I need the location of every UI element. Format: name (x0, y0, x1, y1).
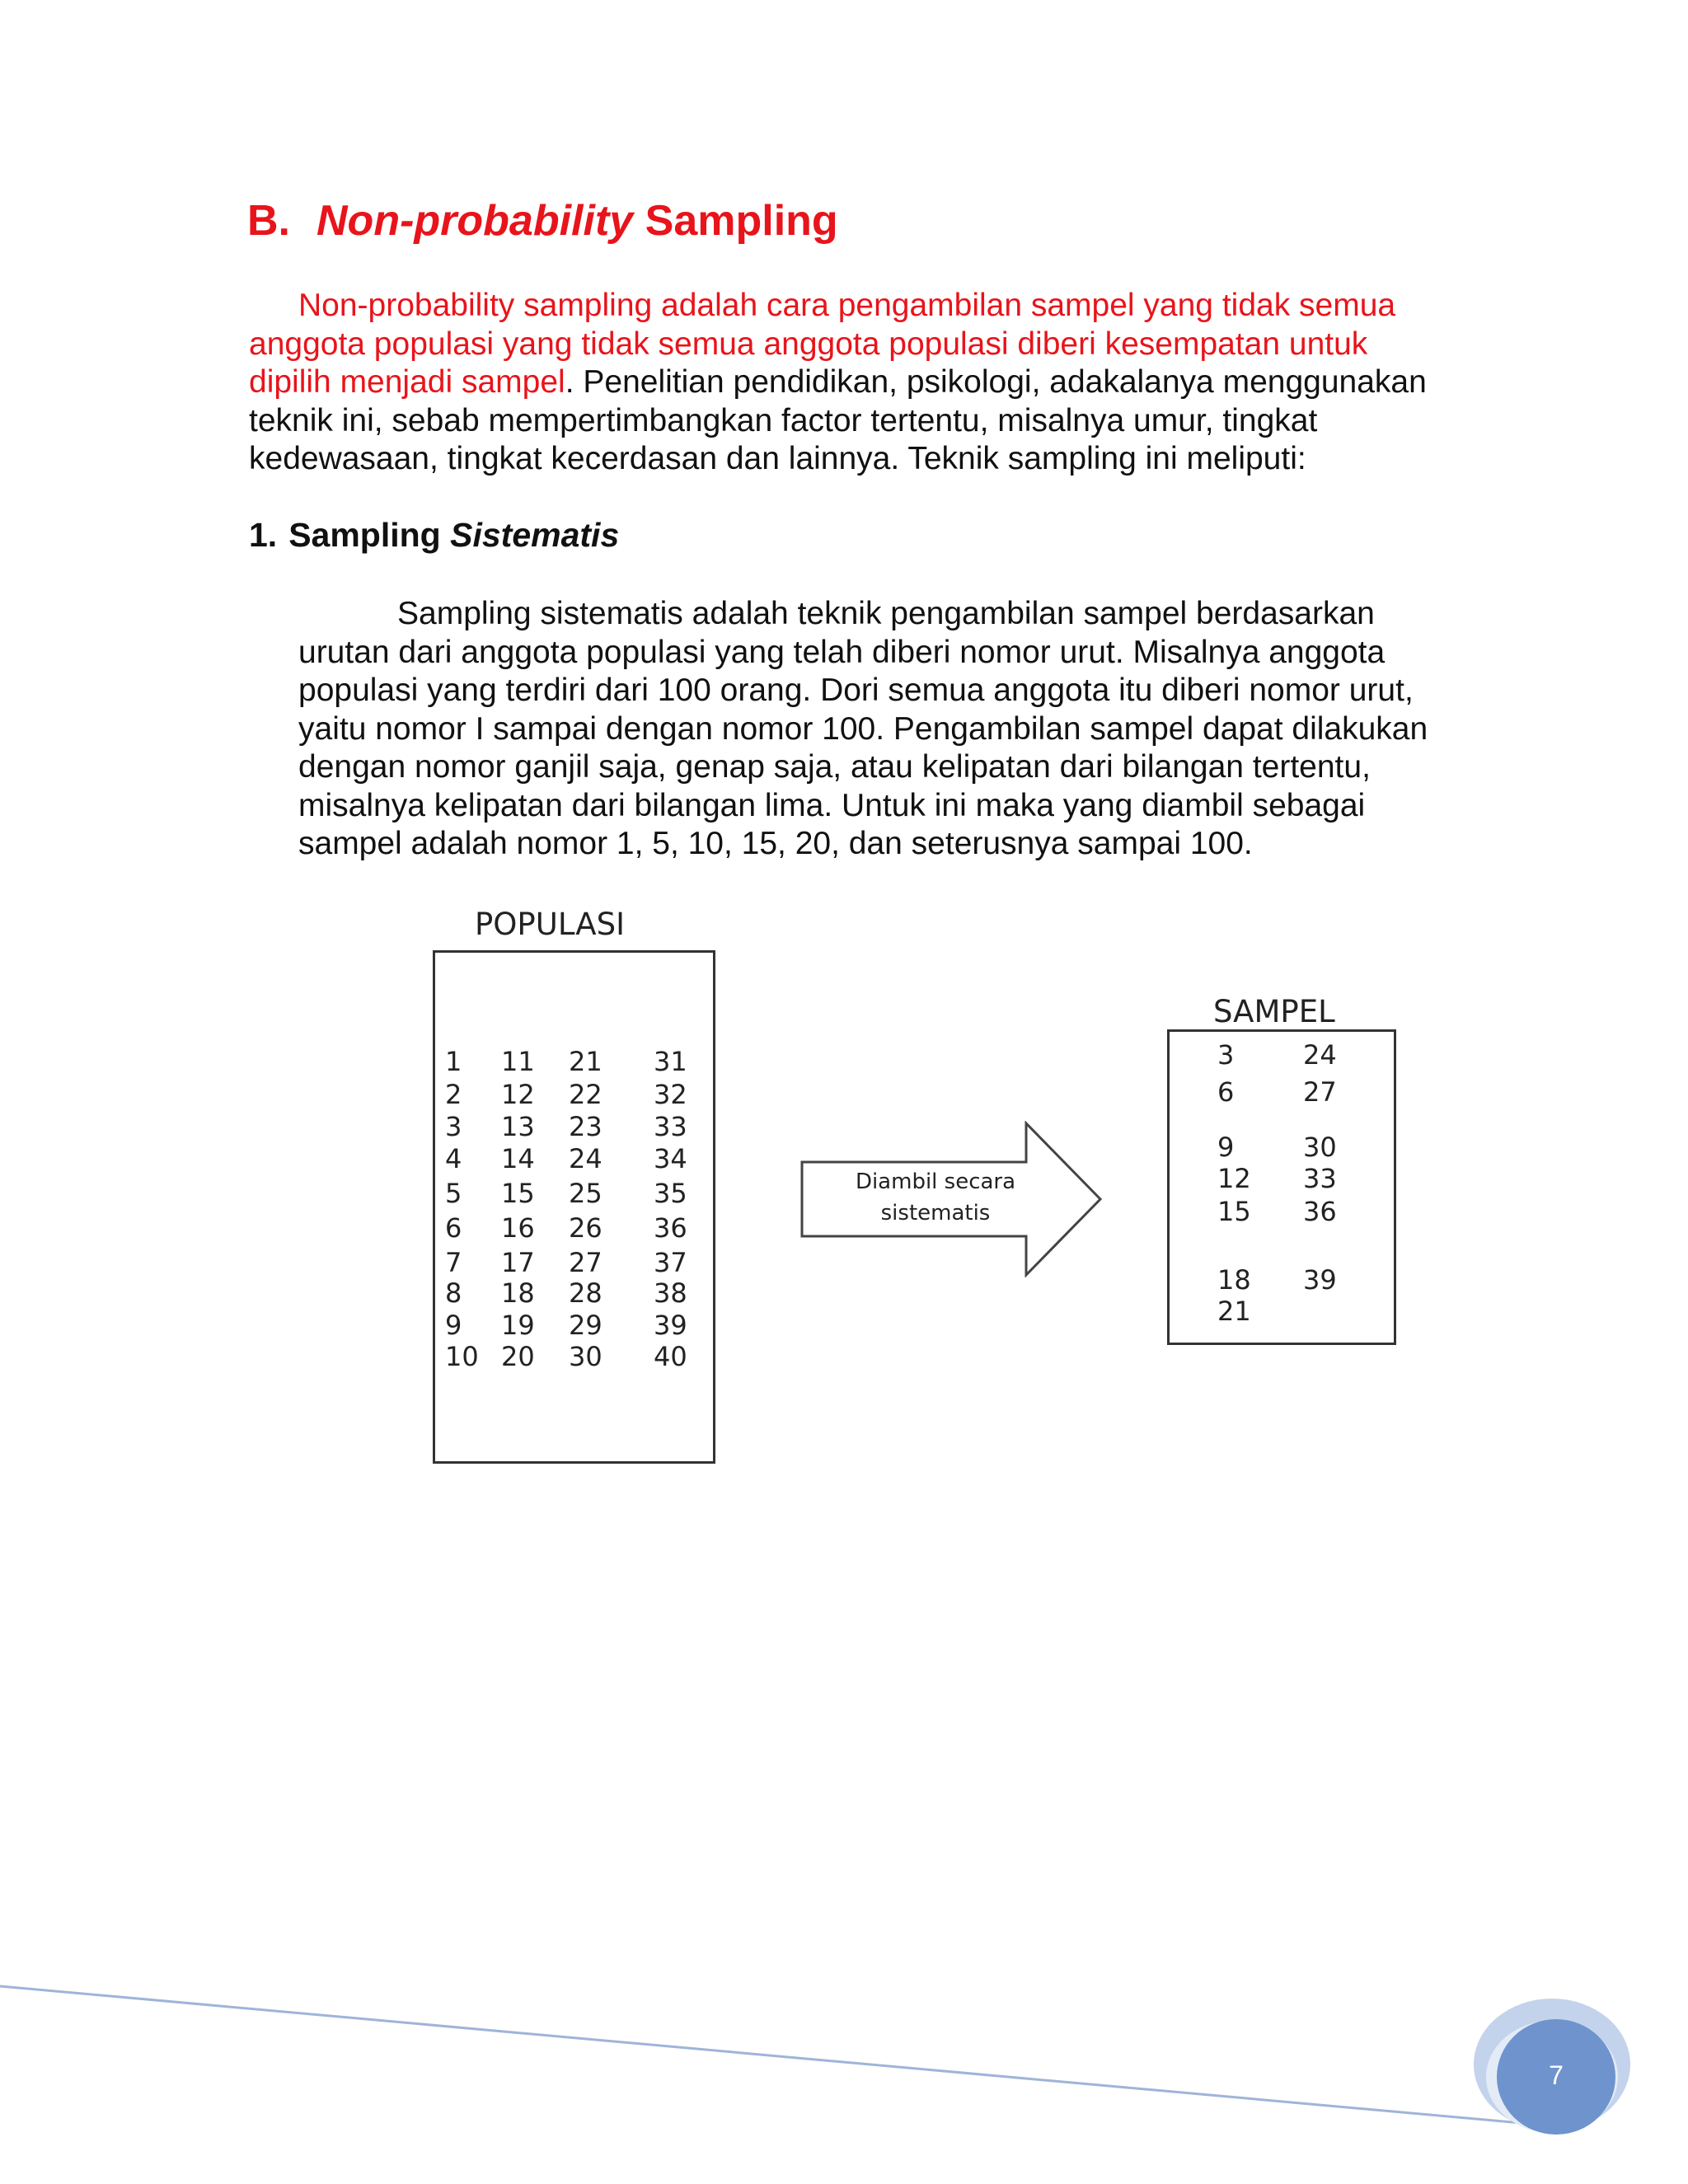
population-number: 24 (569, 1143, 603, 1174)
sample-number: 9 (1217, 1132, 1235, 1163)
population-number: 40 (654, 1341, 687, 1372)
section-heading (247, 196, 838, 246)
population-number: 8 (445, 1277, 462, 1309)
body-line-6: misalnya kelipatan dari bilangan lima. Untuk ini maka yang diambil sebagai (298, 787, 1366, 823)
sample-number: 21 (1217, 1296, 1251, 1327)
population-number: 33 (654, 1111, 687, 1142)
intro-line-1: Non-probability sampling adalah cara pengambilan sampel yang tidak semua (298, 288, 1396, 323)
population-number: 35 (654, 1178, 687, 1209)
population-number: 32 (654, 1079, 687, 1110)
population-number: 4 (445, 1143, 462, 1174)
body-line-5: dengan nomor ganjil saja, genap saja, atau kelipatan dari bilangan tertentu, (298, 749, 1371, 785)
population-number: 19 (501, 1310, 535, 1341)
population-number: 9 (445, 1310, 462, 1341)
population-number: 2 (445, 1079, 462, 1110)
population-box (433, 950, 715, 1464)
population-number: 20 (501, 1341, 535, 1372)
intro-line-4: teknik ini, sebab mempertimbangkan factor tertentu, misalnya umur, tingkat (249, 402, 1318, 438)
sample-number: 30 (1303, 1132, 1337, 1163)
sample-label: SAMPEL (1213, 994, 1335, 1029)
population-number: 34 (654, 1143, 687, 1174)
sample-number: 24 (1303, 1039, 1337, 1071)
intro-line-2: anggota populasi yang tidak semua anggota populasi diberi kesempatan untuk (249, 326, 1368, 362)
sample-box (1167, 1029, 1396, 1345)
population-number: 22 (569, 1079, 603, 1110)
population-number: 27 (569, 1247, 603, 1278)
population-number: 28 (569, 1277, 603, 1309)
subsection-number: 1. (249, 516, 278, 554)
body-line-1: Sampling sistematis adalah teknik pengambilan sampel berdasarkan (397, 596, 1375, 631)
sample-number: 12 (1217, 1163, 1251, 1194)
population-number: 15 (501, 1178, 535, 1209)
population-number: 29 (569, 1310, 603, 1341)
footer-decoration (0, 1961, 1688, 2184)
population-number: 7 (445, 1247, 462, 1278)
population-number: 23 (569, 1111, 603, 1142)
section-heading-rest: Sampling (645, 197, 838, 245)
sample-number: 39 (1303, 1264, 1337, 1296)
population-number: 30 (569, 1341, 603, 1372)
population-number: 36 (654, 1212, 687, 1244)
intro-line-5: kedewasaan, tingkat kecerdasan dan lainnya. Teknik sampling ini meliputi: (249, 441, 1306, 476)
population-number: 1 (445, 1046, 462, 1077)
population-number: 21 (569, 1046, 603, 1077)
population-number: 38 (654, 1277, 687, 1309)
intro-line-3-black: . Penelitian pendidikan, psikologi, adakalanya menggunakan (565, 364, 1427, 400)
population-number: 13 (501, 1111, 535, 1142)
arrow-label-line-2: sistematis (880, 1201, 991, 1226)
sample-number: 36 (1303, 1196, 1337, 1227)
sample-number: 33 (1303, 1163, 1337, 1194)
body-paragraph (298, 595, 1502, 864)
body-line-4: yaitu nomor I sampai dengan nomor 100. Pengambilan sampel dapat dilakukan (298, 710, 1428, 747)
population-number: 31 (654, 1046, 687, 1077)
population-number: 12 (501, 1079, 535, 1110)
sample-number: 27 (1303, 1076, 1337, 1108)
population-number: 26 (569, 1212, 603, 1244)
body-line-3: populasi yang terdiri dari 100 orang. Dori semua anggota itu diberi nomor urut, (298, 673, 1414, 708)
population-number: 25 (569, 1178, 603, 1209)
body-line-7: sampel adalah nomor 1, 5, 10, 15, 20, dan seterusnya sampai 100. (298, 826, 1253, 861)
subsection-italic: Sistematis (450, 516, 620, 554)
population-number: 10 (445, 1341, 479, 1372)
page-number: 7 (1549, 2060, 1564, 2090)
population-number: 14 (501, 1143, 535, 1174)
section-heading-italic: Non-probability (316, 197, 634, 245)
population-number: 17 (501, 1247, 535, 1278)
population-number: 3 (445, 1111, 462, 1142)
intro-line-3 (249, 363, 1485, 402)
sample-number: 18 (1217, 1264, 1251, 1296)
population-number: 11 (501, 1046, 535, 1077)
population-number: 5 (445, 1178, 462, 1209)
subsection-heading (249, 516, 619, 555)
sample-number: 15 (1217, 1196, 1251, 1227)
population-number: 16 (501, 1212, 535, 1244)
subsection-word: Sampling (288, 516, 441, 554)
intro-paragraph (249, 287, 1485, 479)
intro-line-3-red: dipilih menjadi sampel (249, 364, 565, 400)
population-label: POPULASI (475, 907, 626, 942)
body-line-2: urutan dari anggota populasi yang telah diberi nomor urut. Misalnya anggota (298, 634, 1386, 670)
section-heading-letter: B. (247, 197, 290, 245)
population-number: 37 (654, 1247, 687, 1278)
arrow-label (816, 1166, 1055, 1229)
sample-number: 3 (1217, 1039, 1235, 1071)
population-number: 39 (654, 1310, 687, 1341)
population-number: 6 (445, 1212, 462, 1244)
population-number: 18 (501, 1277, 535, 1309)
arrow-label-line-1: Diambil secara (855, 1169, 1016, 1194)
sample-number: 6 (1217, 1076, 1235, 1108)
